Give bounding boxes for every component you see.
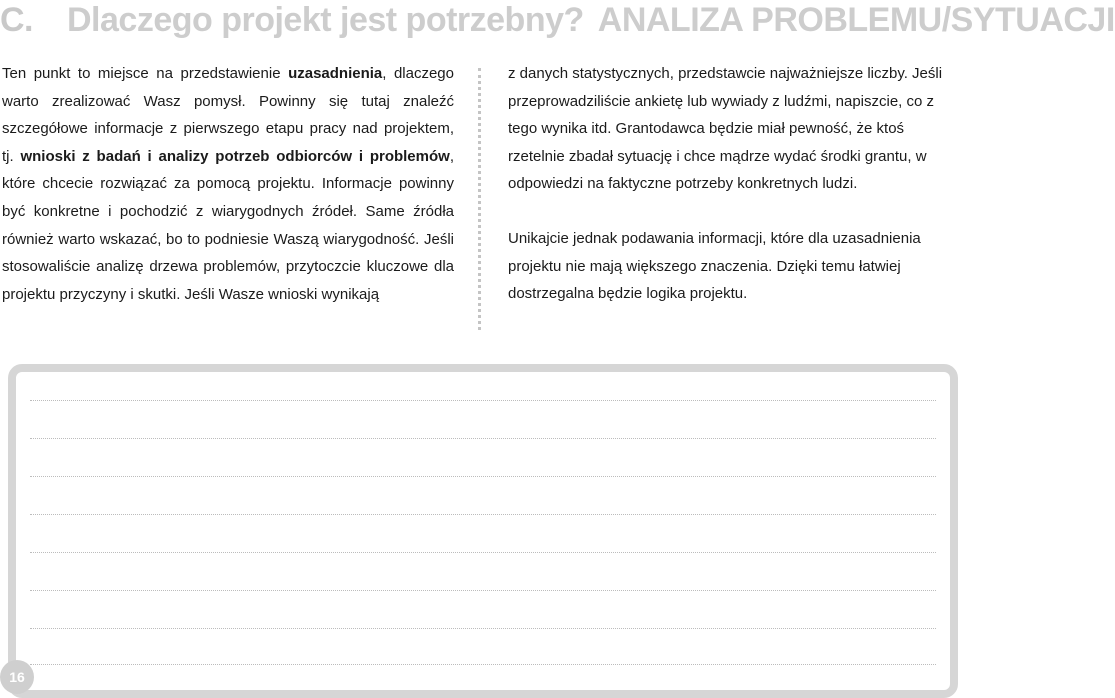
writing-line [30,514,936,515]
writing-line [30,400,936,401]
writing-line [30,628,936,629]
notes-writing-box[interactable] [8,364,958,698]
right-paragraph-1: z danych statystycznych, przedstawcie najważniejsze liczby. Jeśli przeprowadziliście ankietę lub wywiady z ludźmi, napiszcie, co z tego wynika itd. Grantodawca będzie miał pewność, że ktoś rzetelnie zbadał sytuację i chce mądrze wydać środki grantu, w odpowiedzi na faktyczne potrzeby konkretnych ludzi. [508,65,943,193]
writing-line [30,438,936,439]
writing-line [30,476,936,477]
bold-text-run: wnioski z badań i analizy potrzeb odbiorców i problemów [20,147,450,165]
text-run: , które chcecie rozwiązać za pomocą projektu. Informacje powinny być konkretne i pochodzić z wiarygodnych źródeł. Same źródła również warto wskazać, bo to podniesie Waszą wiarygodność. Jeśli stosowaliście analizę drzewa problemów, przytoczcie kluczowe dla projektu przyczyny i skutki. Jeśli Wasze wnioski wynikają [2,147,454,303]
left-paragraph [2,60,454,308]
writing-line [30,664,936,665]
right-paragraph-2: Unikajcie jednak podawania informacji, które dla uzasadnienia projektu nie mają większego znaczenia. Dzięki temu łatwiej dostrzegalna będzie logika projektu. [508,229,921,303]
left-text-column [2,60,454,308]
section-title: Dlaczego projekt jest potrzebny? [67,1,584,39]
section-letter: C. [0,1,33,39]
text-run: , dlaczego warto zrealizować Wasz pomysł. Powinny się tutaj znaleźć szczegółowe informacje z pierwszego etapu pracy nad projektem, tj. [2,65,454,165]
text-run: Ten punkt to miejsce na przedstawienie [2,65,289,82]
section-subtitle: ANALIZA PROBLEMU/SYTUACJI [597,1,1115,39]
section-header [0,0,1115,44]
right-text-column [508,60,960,308]
column-divider [478,68,481,330]
page-number-badge: 16 [0,660,34,694]
bold-text-run: uzasadnienia [288,65,383,82]
writing-line [30,590,936,591]
writing-line [30,552,936,553]
